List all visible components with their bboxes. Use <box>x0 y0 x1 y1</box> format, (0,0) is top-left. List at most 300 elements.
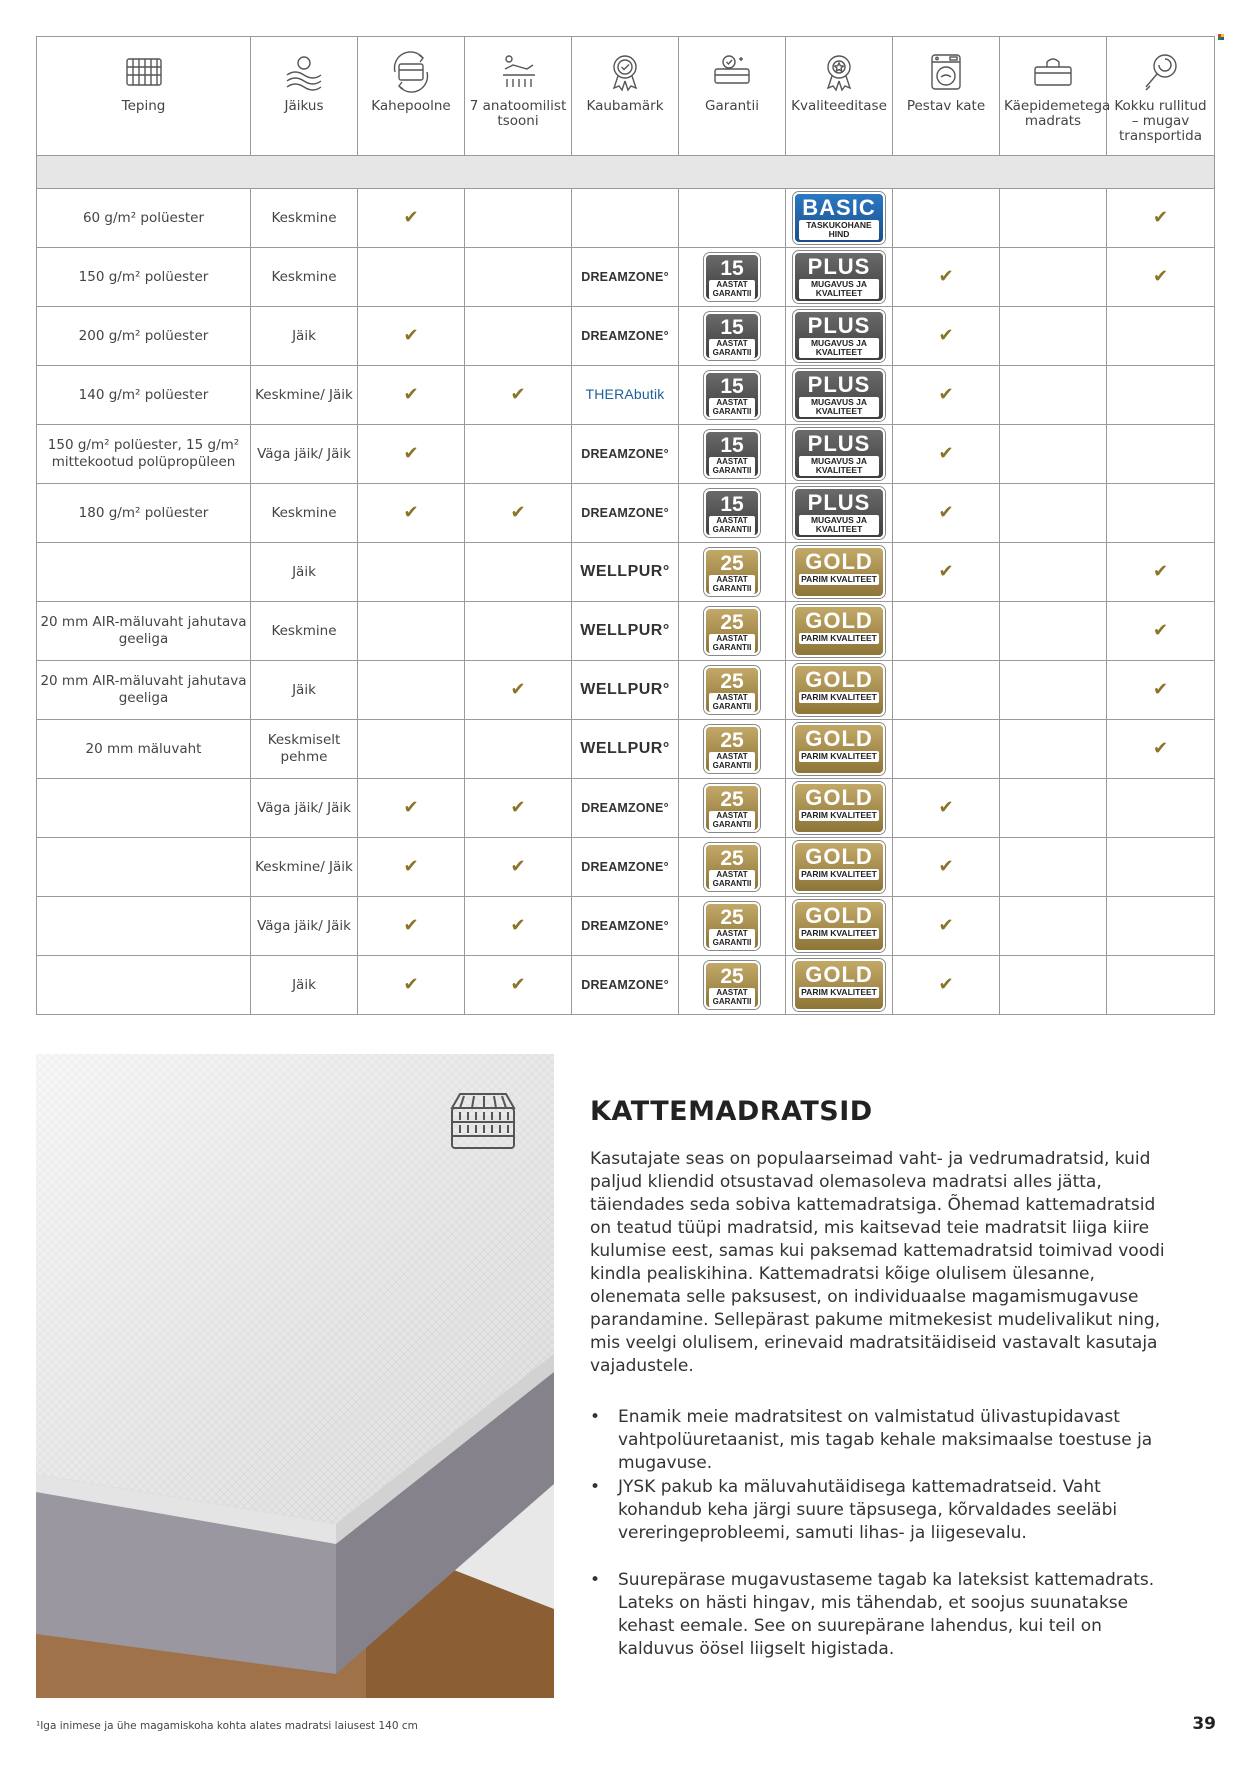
quality-title: PLUS <box>807 313 871 338</box>
cell-pestav <box>893 248 1000 307</box>
check-icon: ✔ <box>938 973 954 995</box>
cell-brand <box>572 897 679 956</box>
quality-subtitle: MUGAVUS JA KVALITEET <box>799 456 879 476</box>
warranty-label: AASTAT GARANTII <box>709 870 755 889</box>
cell-warranty <box>679 897 786 956</box>
col-label: Teping <box>121 98 166 114</box>
col-label: Pestav kate <box>906 98 986 114</box>
cell-warranty <box>679 661 786 720</box>
cell-pestav <box>893 779 1000 838</box>
cell-rullitud <box>1107 543 1215 602</box>
check-icon: ✔ <box>938 914 954 936</box>
cell-jaikus: Väga jäik/ Jäik <box>251 425 358 484</box>
cell-pestav <box>893 484 1000 543</box>
warranty-years: 25 <box>720 847 744 870</box>
cell-pestav <box>893 543 1000 602</box>
cell-tsoonid <box>465 838 572 897</box>
table-body <box>37 189 1215 1015</box>
cell-warranty <box>679 956 786 1015</box>
cell-quality <box>786 425 893 484</box>
warranty-label: AASTAT GARANTII <box>709 398 755 417</box>
cell-pestav <box>893 661 1000 720</box>
cell-kaepide <box>1000 720 1107 779</box>
table-row <box>37 543 1215 602</box>
warranty-label: AASTAT GARANTII <box>709 457 755 476</box>
cell-kahepoolne <box>358 661 465 720</box>
check-icon: ✔ <box>938 324 954 346</box>
cell-tsoonid <box>465 248 572 307</box>
cell-warranty <box>679 602 786 661</box>
check-icon: ✔ <box>403 442 419 464</box>
quality-title: PLUS <box>807 490 871 515</box>
table-row <box>37 779 1215 838</box>
col-label: Garantii <box>705 98 759 114</box>
col-label: Kokku rullitud – mugav transportida <box>1114 98 1207 144</box>
cell-brand <box>572 720 679 779</box>
comparison-table <box>36 36 1215 1015</box>
quality-badge-plus <box>793 428 885 480</box>
cell-brand <box>572 779 679 838</box>
cell-teping <box>37 543 251 602</box>
handles-mattress-icon <box>1030 49 1076 95</box>
cell-kahepoolne <box>358 602 465 661</box>
cell-pestav <box>893 602 1000 661</box>
cell-quality <box>786 779 893 838</box>
check-icon: ✔ <box>403 855 419 877</box>
cell-quality <box>786 248 893 307</box>
warranty-label: AASTAT GARANTII <box>709 693 755 712</box>
cell-tsoonid <box>465 425 572 484</box>
cell-kaepide <box>1000 189 1107 248</box>
check-icon: ✔ <box>938 560 954 582</box>
brand-logo-dreamzone: DREAMZONE° <box>581 918 669 933</box>
table-header-row <box>37 37 1215 156</box>
warranty-badge <box>704 548 760 596</box>
cell-pestav <box>893 897 1000 956</box>
col-label: 7 anatoomilist tsooni <box>469 98 567 129</box>
cell-tsoonid <box>465 307 572 366</box>
cell-quality <box>786 897 893 956</box>
quality-badge-gold <box>793 782 885 834</box>
warranty-label: AASTAT GARANTII <box>709 516 755 535</box>
cell-warranty <box>679 779 786 838</box>
cell-quality <box>786 661 893 720</box>
cell-quality <box>786 838 893 897</box>
cell-brand <box>572 602 679 661</box>
washing-machine-icon <box>923 49 969 95</box>
table-row <box>37 956 1215 1015</box>
cell-tsoonid <box>465 366 572 425</box>
cell-warranty <box>679 189 786 248</box>
spring-mattress-icon <box>444 1090 522 1158</box>
warranty-badge <box>704 784 760 832</box>
table-row <box>37 425 1215 484</box>
quality-subtitle: TASKUKOHANE HIND <box>799 220 879 240</box>
warranty-badge <box>704 725 760 773</box>
cell-quality <box>786 602 893 661</box>
brand-logo-dreamzone: DREAMZONE° <box>581 328 669 343</box>
cell-kaepide <box>1000 897 1107 956</box>
cell-rullitud <box>1107 307 1215 366</box>
table-row <box>37 484 1215 543</box>
check-icon: ✔ <box>1152 678 1169 700</box>
cell-kaepide <box>1000 956 1107 1015</box>
cell-pestav <box>893 366 1000 425</box>
check-icon: ✔ <box>938 796 954 818</box>
cell-pestav <box>893 307 1000 366</box>
check-icon: ✔ <box>1152 560 1169 582</box>
cell-kaepide <box>1000 779 1107 838</box>
cell-kaepide <box>1000 425 1107 484</box>
cell-kahepoolne <box>358 484 465 543</box>
quality-badge-plus <box>793 310 885 362</box>
warranty-badge <box>704 961 760 1009</box>
cell-pestav <box>893 189 1000 248</box>
cell-kahepoolne <box>358 720 465 779</box>
warranty-years: 15 <box>720 257 744 280</box>
warranty-label: AASTAT GARANTII <box>709 752 755 771</box>
cell-quality <box>786 307 893 366</box>
quality-badge-gold <box>793 959 885 1011</box>
check-icon: ✔ <box>510 914 526 936</box>
warranty-years: 25 <box>720 906 744 929</box>
brand-logo-wellpur: WELLPUR° <box>580 740 670 757</box>
cell-kaepide <box>1000 661 1107 720</box>
cell-kaepide <box>1000 248 1107 307</box>
cell-brand <box>572 248 679 307</box>
warranty-badge <box>704 843 760 891</box>
warranty-years: 15 <box>720 316 744 339</box>
warranty-years: 25 <box>720 729 744 752</box>
warranty-years: 25 <box>720 788 744 811</box>
cell-warranty <box>679 720 786 779</box>
quality-title: PLUS <box>807 254 871 279</box>
footnote: ¹Iga inimese ja ühe magamiskoha kohta alates madratsi laiusest 140 cm <box>36 1720 418 1732</box>
check-icon: ✔ <box>403 324 419 346</box>
cell-quality <box>786 543 893 602</box>
cell-brand <box>572 543 679 602</box>
cell-tsoonid <box>465 720 572 779</box>
warranty-years: 25 <box>720 552 744 575</box>
quality-badge-gold <box>793 723 885 775</box>
quality-badge-plus <box>793 487 885 539</box>
cell-teping: 60 g/m² polüester <box>37 189 251 248</box>
cell-brand <box>572 189 679 248</box>
cell-quality <box>786 484 893 543</box>
cell-brand <box>572 838 679 897</box>
quality-badge-gold <box>793 664 885 716</box>
brand-logo-therabutik: THERAbutik <box>585 386 665 402</box>
table-row <box>37 661 1215 720</box>
cell-jaikus: Jäik <box>251 307 358 366</box>
cell-kahepoolne <box>358 189 465 248</box>
cell-rullitud <box>1107 838 1215 897</box>
quality-subtitle: PARIM KVALITEET <box>799 751 879 762</box>
cell-warranty <box>679 484 786 543</box>
cell-teping: 140 g/m² polüester <box>37 366 251 425</box>
table-row <box>37 189 1215 248</box>
cell-warranty <box>679 425 786 484</box>
quality-title: GOLD <box>805 549 873 574</box>
col-label: Käepidemetega madrats <box>1004 98 1111 129</box>
check-icon: ✔ <box>1152 206 1169 228</box>
quality-subtitle: PARIM KVALITEET <box>799 869 879 880</box>
warranty-label: AASTAT GARANTII <box>709 339 755 358</box>
table-band-row <box>37 156 1215 189</box>
bullet-item: • Enamik meie madratsitest on valmistatud ülivastupidavast vahtpolüuretaanist, mis tagab kehale maksimaalse toestuse ja mugavuse. <box>590 1406 1175 1475</box>
cell-pestav <box>893 838 1000 897</box>
cell-teping: 200 g/m² polüester <box>37 307 251 366</box>
cell-jaikus: Keskmine/ Jäik <box>251 366 358 425</box>
brand-logo-dreamzone: DREAMZONE° <box>581 800 669 815</box>
cell-tsoonid <box>465 956 572 1015</box>
warranty-badge <box>704 489 760 537</box>
cell-kahepoolne <box>358 897 465 956</box>
quality-title: GOLD <box>805 726 873 751</box>
cell-kahepoolne <box>358 779 465 838</box>
cell-kahepoolne <box>358 838 465 897</box>
cell-rullitud <box>1107 248 1215 307</box>
double-sided-icon <box>388 49 434 95</box>
check-icon: ✔ <box>510 678 526 700</box>
cell-kaepide <box>1000 838 1107 897</box>
cell-jaikus: Keskmine <box>251 602 358 661</box>
check-icon: ✔ <box>510 973 526 995</box>
cell-tsoonid <box>465 661 572 720</box>
cell-tsoonid <box>465 543 572 602</box>
col-rullitud <box>1107 37 1215 156</box>
cell-tsoonid <box>465 602 572 661</box>
cell-rullitud <box>1107 484 1215 543</box>
warranty-label: AASTAT GARANTII <box>709 634 755 653</box>
cell-rullitud <box>1107 956 1215 1015</box>
quality-subtitle: PARIM KVALITEET <box>799 928 879 939</box>
rolled-mattress-icon <box>1138 49 1184 95</box>
cell-rullitud <box>1107 897 1215 956</box>
cell-kahepoolne <box>358 248 465 307</box>
table-row <box>37 248 1215 307</box>
cell-kaepide <box>1000 543 1107 602</box>
table-row <box>37 838 1215 897</box>
col-tsoonid <box>465 37 572 156</box>
quality-title: GOLD <box>805 844 873 869</box>
section-intro: Kasutajate seas on populaarseimad vaht- ja vedrumadratsid, kuid paljud kliendid otsustavad olemasoleva madratsi alles jätta, täiendades seda sobiva kattemadratsiga. Õhemad kattemadratsid on teatud tüüpi madratsid, mis kaitsevad teie madratsit liiga kiire kulumise eest, samas kui paksemad kattemadratsid toimivad voodi kindla pealiskihina. Kattemadratsi kõige olulisem ülesanne, olenemata selle paksusest, on individuaalse magamismugavuse parandamine. Sellepärast pakume mitmekesist mudelivalikut ning, mis veelgi olulisem, erinevaid madratsitäidiseid vastavalt kasutaja vajadustele. <box>590 1149 1165 1376</box>
cell-jaikus: Keskmine/ Jäik <box>251 838 358 897</box>
brand-rosette-icon <box>602 49 648 95</box>
quality-title: GOLD <box>805 962 873 987</box>
warranty-badge <box>704 430 760 478</box>
warranty-years: 15 <box>720 493 744 516</box>
anatomical-zones-icon <box>495 49 541 95</box>
check-icon: ✔ <box>1152 619 1169 641</box>
quality-subtitle: PARIM KVALITEET <box>799 633 879 644</box>
quality-subtitle: PARIM KVALITEET <box>799 574 879 585</box>
warranty-years: 25 <box>720 611 744 634</box>
quality-title: BASIC <box>802 195 876 220</box>
brand-logo-dreamzone: DREAMZONE° <box>581 446 669 461</box>
cell-warranty <box>679 366 786 425</box>
cell-jaikus: Keskmine <box>251 189 358 248</box>
warranty-mattress-icon <box>709 49 755 95</box>
cell-jaikus: Jäik <box>251 543 358 602</box>
cell-quality <box>786 720 893 779</box>
cell-jaikus: Väga jäik/ Jäik <box>251 897 358 956</box>
cell-warranty <box>679 248 786 307</box>
col-jaikus <box>251 37 358 156</box>
col-label: Jäikus <box>284 98 324 114</box>
firmness-icon <box>281 49 327 95</box>
table-row <box>37 307 1215 366</box>
table-row <box>37 720 1215 779</box>
cell-rullitud <box>1107 425 1215 484</box>
cell-kaepide <box>1000 366 1107 425</box>
col-label: Kvaliteeditase <box>791 98 887 114</box>
warranty-years: 25 <box>720 965 744 988</box>
bullet-item: • Suurepärase mugavustaseme tagab ka lateksist kattemadrats. Lateks on hästi hingav, mis tähendab, et soojus suunatakse kehast eemale. See on suurepärane lahendus, kui teil on kalduvus öösel liigselt higistada. <box>590 1569 1175 1661</box>
cell-teping: 180 g/m² polüester <box>37 484 251 543</box>
cell-teping: 20 mm AIR-mäluvaht jahutava geeliga <box>37 661 251 720</box>
cell-kaepide <box>1000 484 1107 543</box>
cell-warranty <box>679 838 786 897</box>
cell-kahepoolne <box>358 307 465 366</box>
cell-warranty <box>679 307 786 366</box>
check-icon: ✔ <box>510 501 526 523</box>
brand-logo-wellpur: WELLPUR° <box>580 622 670 639</box>
cell-kahepoolne <box>358 543 465 602</box>
cell-rullitud <box>1107 366 1215 425</box>
cell-pestav <box>893 720 1000 779</box>
cell-kaepide <box>1000 307 1107 366</box>
brand-logo-wellpur: WELLPUR° <box>580 681 670 698</box>
cell-rullitud <box>1107 661 1215 720</box>
check-icon: ✔ <box>403 501 419 523</box>
check-icon: ✔ <box>403 383 419 405</box>
cell-kahepoolne <box>358 366 465 425</box>
table-row <box>37 897 1215 956</box>
quality-title: GOLD <box>805 785 873 810</box>
cell-quality <box>786 956 893 1015</box>
warranty-label: AASTAT GARANTII <box>709 575 755 594</box>
col-label: Kaubamärk <box>586 98 664 114</box>
quality-title: GOLD <box>805 608 873 633</box>
quality-badge-plus <box>793 369 885 421</box>
cell-teping: 20 mm AIR-mäluvaht jahutava geeliga <box>37 602 251 661</box>
brand-logo-dreamzone: DREAMZONE° <box>581 977 669 992</box>
col-label: Kahepoolne <box>371 98 451 114</box>
warranty-badge <box>704 607 760 655</box>
brand-logo-wellpur: WELLPUR° <box>580 563 670 580</box>
warranty-label: AASTAT GARANTII <box>709 280 755 299</box>
col-garantii <box>679 37 786 156</box>
col-kaepide <box>1000 37 1111 156</box>
brand-logo-dreamzone: DREAMZONE° <box>581 505 669 520</box>
cell-brand <box>572 307 679 366</box>
cell-tsoonid <box>465 484 572 543</box>
check-icon: ✔ <box>938 442 954 464</box>
cell-teping <box>37 897 251 956</box>
col-kahepoolne <box>358 37 465 156</box>
cell-jaikus: Keskmine <box>251 248 358 307</box>
cell-jaikus: Väga jäik/ Jäik <box>251 779 358 838</box>
col-teping <box>37 37 251 156</box>
cell-brand <box>572 425 679 484</box>
cell-brand <box>572 366 679 425</box>
cell-pestav <box>893 956 1000 1015</box>
warranty-years: 25 <box>720 670 744 693</box>
warranty-years: 15 <box>720 375 744 398</box>
section-title: KATTEMADRATSID <box>590 1096 873 1127</box>
bullet-item: • JYSK pakub ka mäluvahutäidisega kattemadratseid. Vaht kohandub keha järgi suure täpsusega, kõrvaldades seeläbi vereringeprobleemi, samuti lihas- ja liigesevalu. <box>590 1476 1175 1545</box>
check-icon: ✔ <box>1152 265 1169 287</box>
brand-logo-dreamzone: DREAMZONE° <box>581 859 669 874</box>
cell-teping: 150 g/m² polüester <box>37 248 251 307</box>
cell-rullitud <box>1107 602 1215 661</box>
quality-badge-gold <box>793 605 885 657</box>
quality-subtitle: PARIM KVALITEET <box>799 987 879 998</box>
quality-badge-gold <box>793 546 885 598</box>
check-icon: ✔ <box>938 501 954 523</box>
check-icon: ✔ <box>938 383 954 405</box>
warranty-badge <box>704 312 760 360</box>
quality-subtitle: MUGAVUS JA KVALITEET <box>799 397 879 417</box>
cell-jaikus: Keskmine <box>251 484 358 543</box>
cell-rullitud <box>1107 189 1215 248</box>
cell-jaikus: Keskmiselt pehme <box>251 720 358 779</box>
quality-title: GOLD <box>805 903 873 928</box>
col-kvaliteeditase <box>786 37 893 156</box>
check-icon: ✔ <box>403 206 419 228</box>
check-icon: ✔ <box>510 383 526 405</box>
quality-subtitle: MUGAVUS JA KVALITEET <box>799 515 879 535</box>
cell-kahepoolne <box>358 425 465 484</box>
table-row <box>37 602 1215 661</box>
cell-brand <box>572 484 679 543</box>
quality-subtitle: PARIM KVALITEET <box>799 692 879 703</box>
warranty-badge <box>704 902 760 950</box>
check-icon: ✔ <box>403 973 419 995</box>
col-kaubamark <box>572 37 679 156</box>
cell-tsoonid <box>465 897 572 956</box>
quality-subtitle: MUGAVUS JA KVALITEET <box>799 338 879 358</box>
warranty-years: 15 <box>720 434 744 457</box>
cell-quality <box>786 189 893 248</box>
cell-brand <box>572 956 679 1015</box>
cell-teping: 20 mm mäluvaht <box>37 720 251 779</box>
cell-teping <box>37 779 251 838</box>
quality-subtitle: MUGAVUS JA KVALITEET <box>799 279 879 299</box>
cell-jaikus: Jäik <box>251 956 358 1015</box>
check-icon: ✔ <box>510 855 526 877</box>
warranty-label: AASTAT GARANTII <box>709 988 755 1007</box>
quality-badge-gold <box>793 841 885 893</box>
quilting-icon <box>121 49 167 95</box>
col-pestav <box>893 37 1000 156</box>
cell-brand <box>572 661 679 720</box>
cell-rullitud <box>1107 720 1215 779</box>
check-icon: ✔ <box>938 855 954 877</box>
check-icon: ✔ <box>1152 737 1169 759</box>
cell-tsoonid <box>465 189 572 248</box>
cell-teping <box>37 838 251 897</box>
quality-title: PLUS <box>807 431 871 456</box>
cell-kaepide <box>1000 602 1107 661</box>
warranty-badge <box>704 666 760 714</box>
cell-tsoonid <box>465 779 572 838</box>
cell-teping: 150 g/m² polüester, 15 g/m² mittekootud polüpropüleen <box>37 425 251 484</box>
quality-rosette-icon <box>816 49 862 95</box>
table-row <box>37 366 1215 425</box>
cell-quality <box>786 366 893 425</box>
